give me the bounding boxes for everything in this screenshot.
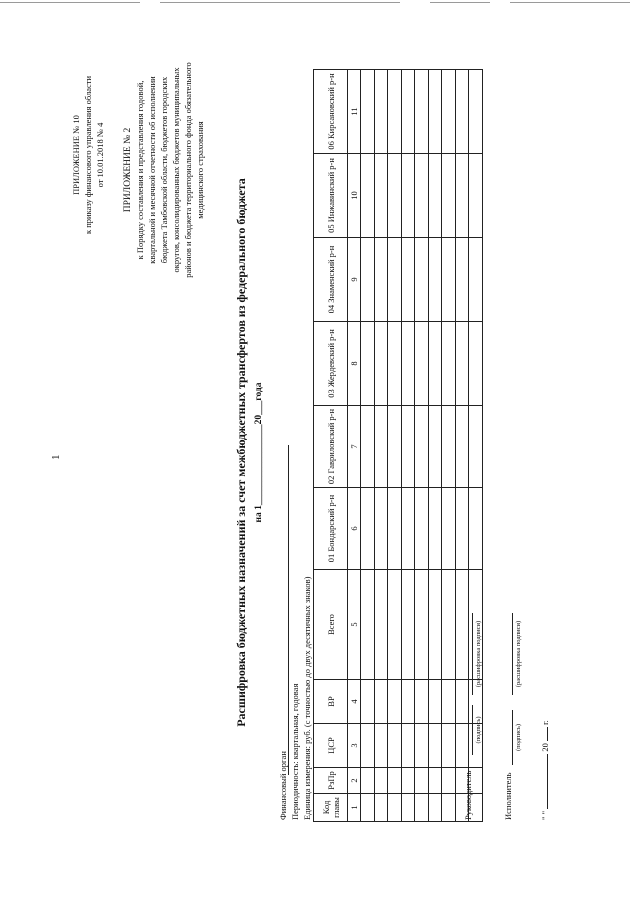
table-cell: [415, 570, 429, 680]
table-cell: [455, 322, 469, 406]
table-cell: [361, 488, 375, 570]
head-decode-caption: (расшифровка подписи): [475, 620, 482, 688]
date-line: [540, 720, 550, 820]
table-cell: [401, 238, 415, 322]
col-header: 06 Кирсановский р-н: [314, 70, 348, 154]
document-title: Расшифровка бюджетных назначений за счет межбюджетных трансфертов из федерального бюджета: [234, 178, 248, 727]
table-cell: [442, 70, 456, 154]
table-cell: [428, 680, 442, 724]
table-cell: [388, 322, 402, 406]
table-cell: [388, 680, 402, 724]
executor-decode-caption: (расшифровка подписи): [515, 620, 522, 688]
table-cell: [401, 680, 415, 724]
table-cell: [361, 154, 375, 238]
date-year-underline: [540, 727, 548, 741]
appendix-procedure-block: [122, 20, 206, 320]
appendix-procedure-line: квартальной и месячной отчетности об исполнении: [147, 76, 157, 264]
table-cell: [415, 70, 429, 154]
table-cell: [361, 238, 375, 322]
table-cell: [428, 70, 442, 154]
appendix-order-line: от 10.01.2018 № 4: [95, 122, 105, 188]
table-cell: [401, 406, 415, 488]
table-cell: [361, 724, 375, 768]
table-cell: [388, 768, 402, 794]
table-cell: [442, 570, 456, 680]
periodicity-label: Периодичность: квартальная, годовая: [290, 683, 300, 820]
table-cell: [442, 768, 456, 794]
table-cell: [428, 488, 442, 570]
table-cell: [401, 570, 415, 680]
table-cell: [428, 154, 442, 238]
date-month-underline: [540, 754, 548, 809]
column-number: 1: [348, 794, 361, 822]
table-cell: [361, 322, 375, 406]
table-cell: [401, 768, 415, 794]
table-cell: [428, 794, 442, 822]
col-header: ВР: [314, 680, 348, 724]
table-cell: [442, 724, 456, 768]
appendix-order-block: [70, 25, 106, 285]
table-row: [374, 70, 388, 822]
appendix-order-title: ПРИЛОЖЕНИЕ № 10: [71, 115, 81, 195]
column-number: 6: [348, 488, 361, 570]
table-cell: [388, 794, 402, 822]
table-cell: [361, 70, 375, 154]
table-row: [455, 70, 469, 822]
table-cell: [388, 70, 402, 154]
table-row: [442, 70, 456, 822]
table-cell: [455, 570, 469, 680]
appendix-order-line: к приказу финансового управления области: [83, 75, 93, 235]
table-cell: [415, 406, 429, 488]
table-cell: [361, 768, 375, 794]
table-cell: [442, 680, 456, 724]
table-cell: [374, 680, 388, 724]
table-cell: [388, 488, 402, 570]
transfers-table: [313, 69, 483, 822]
date-year-prefix: 20: [540, 743, 550, 752]
column-number: 5: [348, 570, 361, 680]
table-cell: [469, 406, 483, 488]
appendix-procedure-line: к Порядку составления и представления годовой,: [135, 80, 145, 260]
table-cell: [455, 70, 469, 154]
col-header: 02 Гавриловский р-н: [314, 406, 348, 488]
head-sign-caption: (подпись): [475, 716, 482, 744]
executor-label: Исполнитель: [503, 772, 513, 820]
table-cell: [374, 238, 388, 322]
column-number: 11: [348, 70, 361, 154]
table-cell: [415, 154, 429, 238]
column-number: 4: [348, 680, 361, 724]
table-cell: [469, 488, 483, 570]
table-cell: [455, 406, 469, 488]
executor-decode-line: [512, 613, 513, 695]
table-cell: [428, 570, 442, 680]
table-header-row: [314, 70, 348, 822]
column-number: 7: [348, 406, 361, 488]
table-cell: [442, 406, 456, 488]
table-row: [401, 70, 415, 822]
table-row: [388, 70, 402, 822]
executor-sign-caption: (подпись): [515, 724, 522, 751]
table-cell: [455, 680, 469, 724]
table-cell: [401, 794, 415, 822]
table-cell: [415, 724, 429, 768]
col-header: 05 Инжавинский р-н: [314, 154, 348, 238]
unit-label: Единица измерения: руб. (с точностью до двух десятичных знаков): [302, 576, 312, 820]
appendix-procedure-line: округов, консолидированных бюджетов муниципальных: [171, 67, 181, 273]
table-row: [361, 70, 375, 822]
col-header: Код главы: [314, 794, 348, 822]
table-cell: [415, 488, 429, 570]
finance-organ-underline: [288, 445, 289, 775]
appendix-procedure-title: ПРИЛОЖЕНИЕ № 2: [123, 127, 133, 213]
table-cell: [428, 768, 442, 794]
col-header: 03 Жердевский р-н: [314, 322, 348, 406]
head-decode-line: [472, 613, 473, 695]
table-cell: [388, 154, 402, 238]
table-cell: [469, 154, 483, 238]
column-number: 2: [348, 768, 361, 794]
table-cell: [401, 70, 415, 154]
table-cell: [361, 794, 375, 822]
table-cell: [415, 322, 429, 406]
table-cell: [361, 680, 375, 724]
column-number: 9: [348, 238, 361, 322]
column-number-row: [348, 70, 361, 822]
table-cell: [374, 322, 388, 406]
table-cell: [415, 238, 429, 322]
col-header: ЦСР: [314, 724, 348, 768]
table-row: [428, 70, 442, 822]
col-header: РзПр: [314, 768, 348, 794]
table-cell: [428, 238, 442, 322]
table-cell: [374, 154, 388, 238]
table-cell: [415, 680, 429, 724]
table-cell: [374, 570, 388, 680]
table-cell: [388, 238, 402, 322]
column-number: 8: [348, 322, 361, 406]
table-row: [415, 70, 429, 822]
finance-organ-label: Финансовый орган: [278, 751, 288, 820]
table-cell: [469, 238, 483, 322]
table-cell: [469, 322, 483, 406]
table-cell: [401, 322, 415, 406]
column-number: 3: [348, 724, 361, 768]
col-header: 04 Знаменский р-н: [314, 238, 348, 322]
table-cell: [428, 724, 442, 768]
executor-sign-line: [512, 710, 513, 765]
table-cell: [455, 238, 469, 322]
table-cell: [374, 488, 388, 570]
date-prefix: " ": [540, 810, 550, 820]
table-cell: [374, 768, 388, 794]
table-cell: [442, 322, 456, 406]
table-cell: [374, 406, 388, 488]
table-cell: [388, 570, 402, 680]
appendix-procedure-line: бюджета Тамбовской области, бюджетов городских: [159, 76, 169, 264]
table-cell: [442, 238, 456, 322]
appendix-procedure-line: районов и бюджета территориального фонда обязательного: [183, 62, 193, 278]
table-cell: [401, 154, 415, 238]
table-cell: [442, 154, 456, 238]
head-sign-line: [472, 705, 473, 755]
table-cell: [388, 724, 402, 768]
table-cell: [455, 488, 469, 570]
col-header: Всего: [314, 570, 348, 680]
table-cell: [442, 794, 456, 822]
head-label: Руководитель: [463, 770, 473, 820]
table-cell: [455, 724, 469, 768]
table-cell: [428, 322, 442, 406]
table-cell: [374, 70, 388, 154]
table-cell: [361, 406, 375, 488]
table-cell: [401, 488, 415, 570]
table-cell: [361, 570, 375, 680]
table-cell: [442, 488, 456, 570]
page-number: 1: [50, 454, 62, 460]
date-suffix: г.: [540, 720, 550, 725]
table-cell: [415, 794, 429, 822]
table-cell: [374, 724, 388, 768]
table-cell: [374, 794, 388, 822]
period-line: на 1_________________20___года: [254, 382, 264, 523]
table-cell: [455, 154, 469, 238]
table-cell: [428, 406, 442, 488]
table-cell: [469, 70, 483, 154]
table-cell: [415, 768, 429, 794]
table-cell: [388, 406, 402, 488]
appendix-procedure-line: медицинского страхования: [195, 121, 205, 219]
table-cell: [401, 724, 415, 768]
column-number: 10: [348, 154, 361, 238]
col-header: 01 Бондарский р-н: [314, 488, 348, 570]
